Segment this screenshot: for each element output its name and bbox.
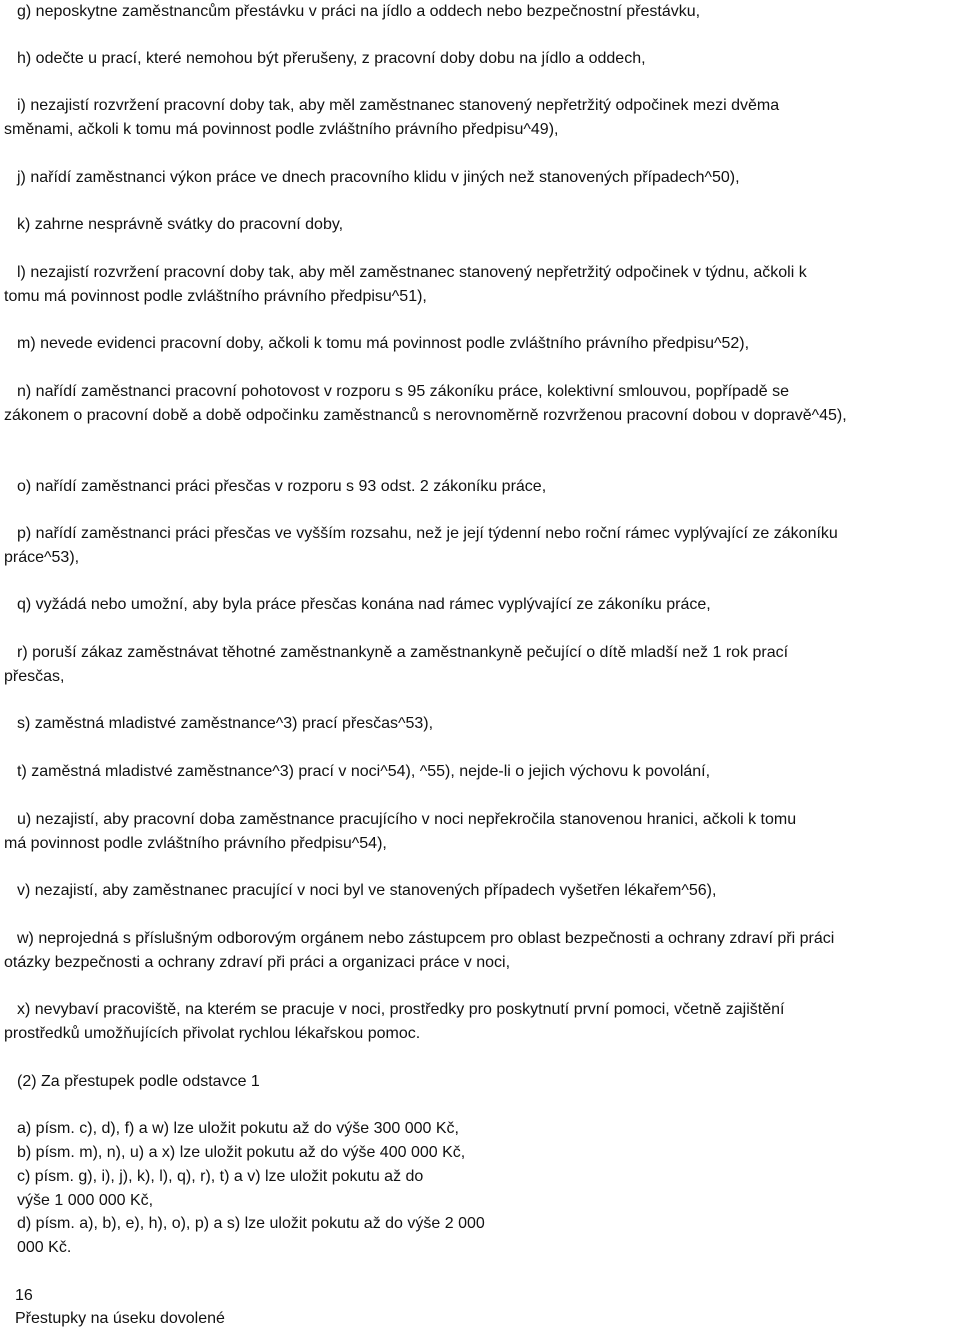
section-number: 16 [15, 1287, 33, 1304]
item-r: r) poruší zákaz zaměstnávat těhotné zaměstnankyně a zaměstnankyně pečující o dítě mladší než 1 rok prací přesčas, [4, 644, 789, 685]
fine-a: a) písm. c), d), f) a w) lze uložit pokutu až do výše 300 000 Kč, [17, 1120, 459, 1137]
section-heading: Přestupky na úseku dovolené [15, 1310, 225, 1327]
item-v: v) nezajistí, aby zaměstnanec pracující v noci byl ve stanovených případech vyšetřen lékařem^56), [17, 882, 717, 899]
item-p: p) nařídí zaměstnanci práci přesčas ve vyšším rozsahu, než je její týdenní nebo roční rámec vyplývající ze zákoníku práce^53), [4, 525, 838, 566]
item-o: o) nařídí zaměstnanci práci přesčas v rozporu s 93 odst. 2 zákoníku práce, [17, 478, 547, 495]
fine-c: c) písm. g), i), j), k), l), q), r), t) a v) lze uložit pokutu až do [17, 1168, 424, 1185]
item-j: j) nařídí zaměstnanci výkon práce ve dnech pracovního klidu v jiných než stanovených případech^50), [17, 169, 740, 186]
fine-d: d) písm. a), b), e), h), o), p) a s) lze uložit pokutu až do výše 2 000 [17, 1215, 485, 1232]
item-k: k) zahrne nesprávně svátky do pracovní doby, [17, 216, 344, 233]
item-h: h) odečte u prací, které nemohou být přerušeny, z pracovní doby dobu na jídlo a oddech, [17, 50, 646, 67]
item-x: x) nevybaví pracoviště, na kterém se pracuje v noci, prostředky pro poskytnutí první pomoci, včetně zajištění prostředků umožňujících přivolat rychlou lékařskou pomoc. [4, 1001, 785, 1042]
item-t: t) zaměstná mladistvé zaměstnance^3) prací v noci^54), ^55), nejde-li o jejich výchovu k povolání, [17, 763, 711, 780]
item-q: q) vyžádá nebo umožní, aby byla práce přesčas konána nad rámec vyplývající ze zákoníku práce, [17, 596, 711, 613]
item-g: g) neposkytne zaměstnancům přestávku v práci na jídlo a oddech nebo bezpečnostní přestávku, [17, 3, 701, 20]
item-m: m) nevede evidenci pracovní doby, ačkoli k tomu má povinnost podle zvláštního právního předpisu^52), [17, 335, 750, 352]
item-i: i) nezajistí rozvržení pracovní doby tak, aby měl zaměstnanec stanovený nepřetržitý odpočinek mezi dvěma směnami, ačkoli k tomu má povinnost podle zvláštního právního předpisu^49), [4, 97, 780, 138]
item-w: w) neprojedná s příslušným odborovým orgánem nebo zástupcem pro oblast bezpečnosti a ochrany zdraví při práci otázky bezpečnosti a ochrany zdraví při práci a organizaci práce v noci, [4, 930, 835, 971]
item-u: u) nezajistí, aby pracovní doba zaměstnance pracujícího v noci nepřekročila stanovenou hranici, ačkoli k tomu má povinnost podle zvláštního právního předpisu^54), [4, 811, 797, 852]
section-2-title: (2) Za přestupek podle odstavce 1 [17, 1073, 260, 1090]
fine-d-cont: 000 Kč. [17, 1239, 72, 1256]
item-n: n) nařídí zaměstnanci pracovní pohotovost v rozporu s 95 zákoníku práce, kolektivní smlouvou, popřípadě se zákonem o pracovní době a době odpočinku zaměstnanců s nerovnoměrně rozvrženou pracovní dobou v dopravě^45), [4, 383, 847, 424]
fine-b: b) písm. m), n), u) a x) lze uložit pokutu až do výše 400 000 Kč, [17, 1144, 466, 1161]
item-l: l) nezajistí rozvržení pracovní doby tak, aby měl zaměstnanec stanovený nepřetržitý odpočinek v týdnu, ačkoli k tomu má povinnost podle zvláštního právního předpisu^51), [4, 264, 807, 305]
fine-c-cont: výše 1 000 000 Kč, [17, 1192, 154, 1209]
item-s: s) zaměstná mladistvé zaměstnance^3) prací přesčas^53), [17, 715, 434, 732]
